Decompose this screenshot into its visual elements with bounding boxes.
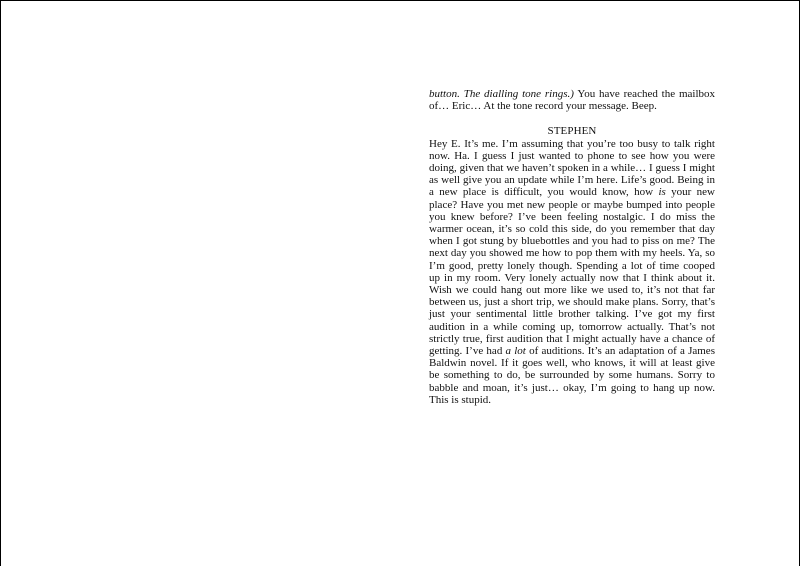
character-name: STEPHEN (547, 125, 597, 138)
stage-direction: button. The dialling tone rings.) (429, 88, 574, 100)
dialogue-emphasis: is (658, 186, 666, 199)
stage-direction-paragraph (429, 88, 715, 112)
dialogue-text: your new place? Have you met new people or maybe bumped into people you knew before? I’ve been feeling nostalgic. I do miss the warmer ocean, it’s so cold this side, do you remember that day when I got stung by bluebottles and you had to piss on me? The next day you showed me how to pop them with my heels. Ya, so I’m good, pretty lonely though. Spending a lot of time cooped up in my room. Very lonely actually now that I think about it. Wish we could hang out more like we used to, it’s not that far between us, just a short trip, we should make plans. Sorry, that’s just your sentimental little brother talking. I’ve got my first audition in a while coming up, tomorrow actually. That’s not strictly true, first audition that I might actually have a chance of getting. I’ve had (429, 186, 715, 358)
dialogue-text: Hey E. It’s me. I’m assuming that you’re too busy to talk right now. Ha. I guess I just wanted to phone to see how you were doing, given that we haven’t spoken in a while… I guess I might as well give you an update while I’m here. Life’s good. Being in a new place is difficult, you would know, how (429, 137, 715, 199)
dialogue-emphasis: a lot (505, 345, 526, 358)
dialogue-paragraph (429, 138, 715, 406)
voicemail-text: You have reached the mailbox of… Eric… At the tone record your message. Beep. (429, 88, 715, 113)
dialogue-text: of auditions. It’s an adaptation of a James Baldwin novel. If it goes well, who knows, it will at least give be something to do, be surrounded by some humans. Sorry to babble and moan, it’s just… okay, I’m going to hang up now. This is stupid. (429, 345, 715, 406)
script-column (429, 88, 715, 406)
